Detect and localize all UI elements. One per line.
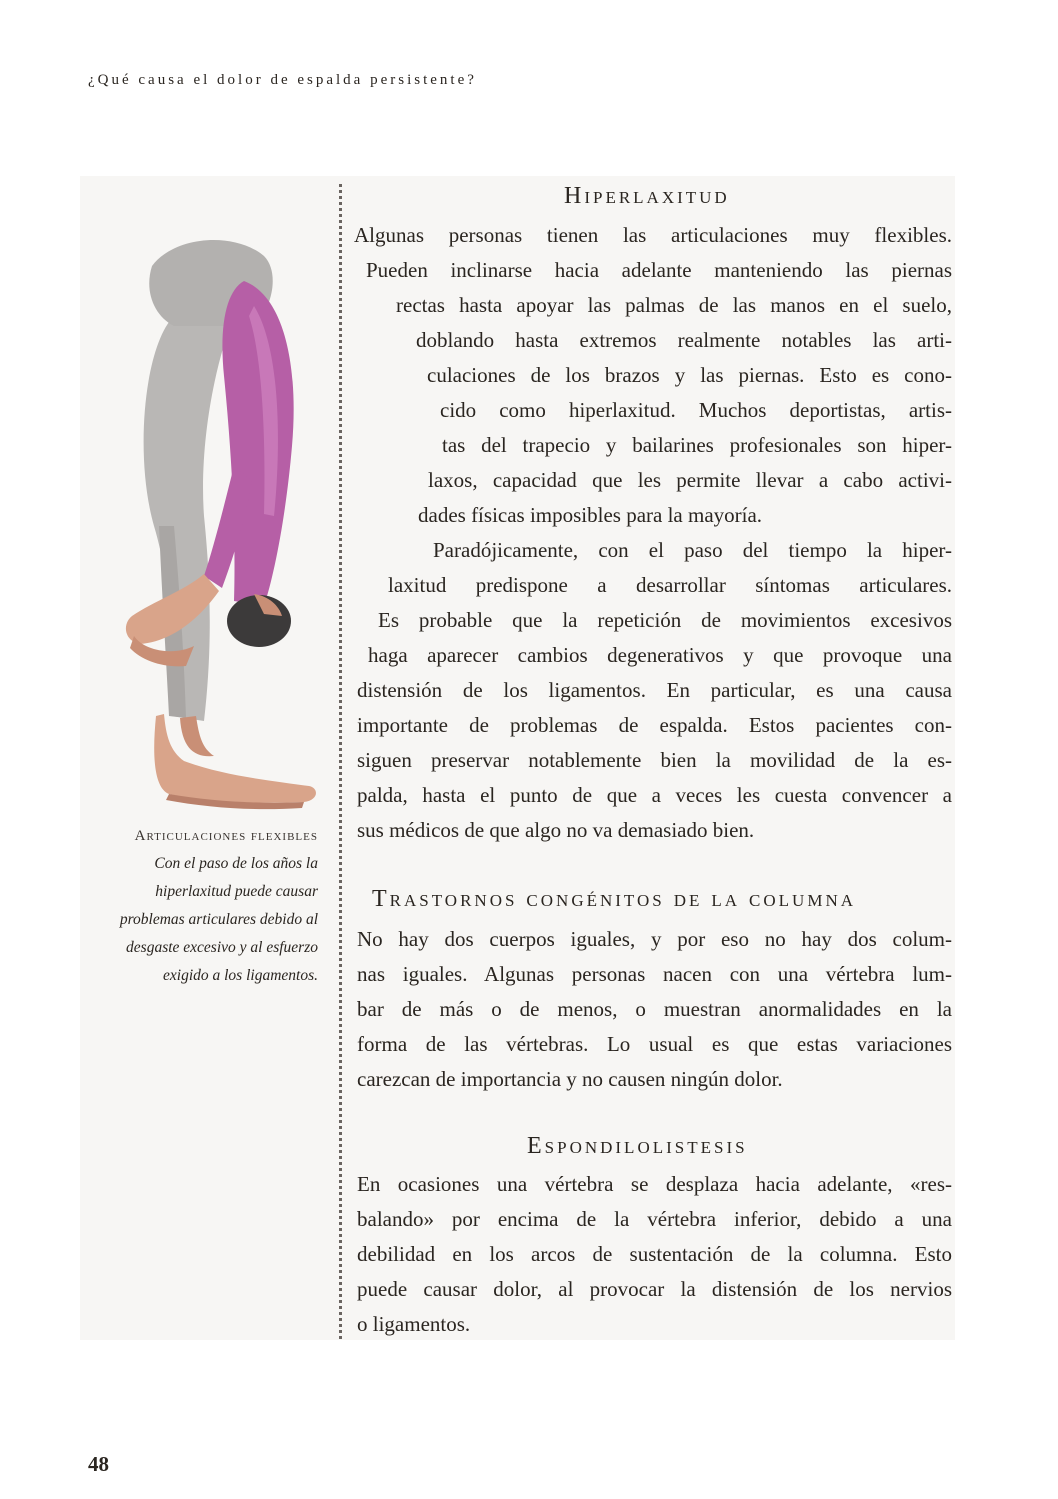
body-line: Pueden inclinarse hacia adelante manteniendo las piernas <box>366 258 952 282</box>
dotted-divider <box>339 184 342 1339</box>
caption-line: Con el paso de los años la <box>154 855 318 872</box>
body-line: nas iguales. Algunas personas nacen con una vértebra lum- <box>357 962 952 986</box>
body-line: dades físicas imposibles para la mayoría. <box>418 503 763 527</box>
body-line: balando» por encima de la vértebra inferior, debido a una <box>357 1207 952 1231</box>
body-line: laxitud predispone a desarrollar síntomas articulares. <box>388 573 952 597</box>
body-line: tas del trapecio y bailarines profesionales son hiper- <box>442 433 952 457</box>
section-heading-hiperlaxitud: Hiperlaxitud <box>564 183 730 209</box>
section-heading-espondilolistesis: Espondilolistesis <box>527 1133 748 1159</box>
section-heading-trastornos: Trastornos congénitos de la columna <box>372 886 857 912</box>
body-line: laxos, capacidad que les permite llevar a cabo activi- <box>428 468 952 492</box>
caption-body <box>86 850 318 990</box>
body-line: bar de más o de menos, o muestran anormalidades en la <box>357 997 952 1021</box>
running-head: ¿Qué causa el dolor de espalda persistente? <box>88 72 477 88</box>
body-line: forma de las vértebras. Lo usual es que estas variaciones <box>357 1032 952 1056</box>
body-line: En ocasiones una vértebra se desplaza hacia adelante, «res- <box>357 1172 952 1196</box>
caption-line: desgaste excesivo y al esfuerzo <box>126 939 318 956</box>
caption-line: exigido a los ligamentos. <box>163 967 318 984</box>
body-line: culaciones de los brazos y las piernas. Esto es cono- <box>427 363 952 387</box>
body-line: cido como hiperlaxitud. Muchos deportistas, artis- <box>440 398 952 422</box>
forward-bend-photo <box>114 196 324 816</box>
body-line: Algunas personas tienen las articulaciones muy flexibles. <box>354 223 952 247</box>
body-line: distensión de los ligamentos. En particular, es una causa <box>357 678 952 702</box>
body-line: carezcan de importancia y no causen ningún dolor. <box>357 1067 783 1091</box>
page-number: 48 <box>88 1452 109 1476</box>
caption-line: hiperlaxitud puede causar <box>155 883 318 900</box>
body-line: No hay dos cuerpos iguales, y por eso no hay dos colum- <box>357 927 952 951</box>
body-line: sus médicos de que algo no va demasiado bien. <box>357 818 755 842</box>
body-line: puede causar dolor, al provocar la distensión de los nervios <box>357 1277 952 1301</box>
body-line: Es probable que la repetición de movimientos excesivos <box>378 608 952 632</box>
body-line: Paradójicamente, con el paso del tiempo la hiper- <box>433 538 952 562</box>
body-line: rectas hasta apoyar las palmas de las manos en el suelo, <box>396 293 952 317</box>
caption-title: Articulaciones flexibles <box>134 828 318 844</box>
body-line: haga aparecer cambios degenerativos y que provoque una <box>368 643 952 667</box>
body-line: doblando hasta extremos realmente notables las arti- <box>416 328 952 352</box>
caption-line: problemas articulares debido al <box>119 911 318 928</box>
body-line: importante de problemas de espalda. Estos pacientes con- <box>357 713 952 737</box>
body-line: o ligamentos. <box>357 1312 471 1336</box>
figure-caption <box>86 822 318 990</box>
body-line: debilidad en los arcos de sustentación de la columna. Esto <box>357 1242 952 1266</box>
body-line: palda, hasta el punto de que a veces les cuesta convencer a <box>357 783 952 807</box>
body-line: siguen preservar notablemente bien la movilidad de la es- <box>357 748 952 772</box>
